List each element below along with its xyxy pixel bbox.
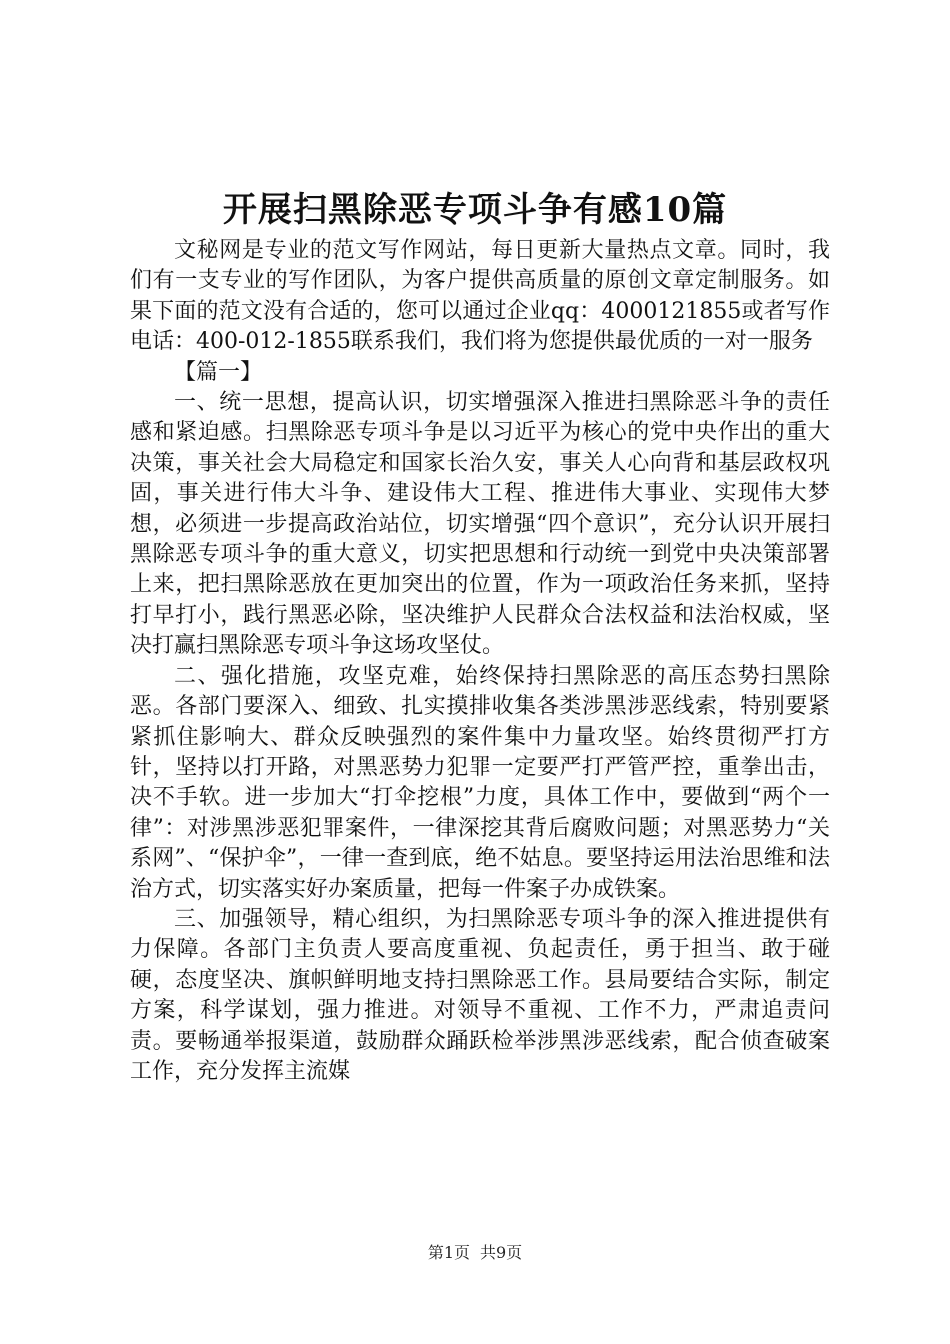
page-number: 第1页 <box>427 1243 470 1262</box>
page-total: 共9页 <box>480 1243 523 1262</box>
section-heading: 【篇一】 <box>174 359 263 385</box>
intro-paragraph: 文秘网是专业的范文写作网站，每日更新大量热点文章。同时，我们有一支专业的写作团队，为客户提供高质量的原创文章定制服务。如果下面的范文没有合适的，您可以通过企业qq：4000121855或者写作电话：400-012-1855联系我们，我们将为您提供最优质的一对一服务 <box>130 238 830 355</box>
body-paragraph-1: 一、统一思想，提高认识，切实增强深入推进扫黑除恶斗争的责任感和紧迫感。扫黑除恶专项斗争是以习近平为核心的党中央作出的重大决策，事关社会大局稳定和国家长治久安，事关人心向背和基层政权巩固，事关进行伟大斗争、建设伟大工程、推进伟大事业、实现伟大梦想，必须进一步提高政治站位，切实增强“四个意识”，充分认识开展扫黑除恶专项斗争的重大意义，切实把思想和行动统一到党中央决策部署上来，把扫黑除恶放在更加突出的位置，作为一项政治任务来抓，坚持打早打小，践行黑恶必除，坚决维护人民群众合法权益和法治权威，坚决打赢扫黑除恶专项斗争这场攻坚仗。 <box>130 390 830 659</box>
document-body <box>130 236 830 1087</box>
body-paragraph-2: 二、强化措施，攻坚克难，始终保持扫黑除恶的高压态势扫黑除恶。各部门要深入、细致、扎实摸排收集各类涉黑涉恶线索，特别要紧紧抓住影响大、群众反映强烈的案件集中力量攻坚。始终贯彻严打方针，坚持以打开路，对黑恶势力犯罪一定要严打严管严控，重拳出击，决不手软。进一步加大“打伞挖根”力度，具体工作中，要做到“两个一律”：对涉黑涉恶犯罪案件，一律深挖其背后腐败问题；对黑恶势力“关系网”、“保护伞”，一律一查到底，绝不姑息。要坚持运用法治思维和法治方式，切实落实好办案质量，把每一件案子办成铁案。 <box>130 663 830 902</box>
body-paragraph-3: 三、加强领导，精心组织，为扫黑除恶专项斗争的深入推进提供有力保障。各部门主负责人要高度重视、负起责任，勇于担当、敢于碰硬，态度坚决、旗帜鲜明地支持扫黑除恶工作。县局要结合实际，制定方案，科学谋划，强力推进。对领导不重视、工作不力，严肃追责问责。要畅通举报渠道，鼓励群众踊跃检举涉黑涉恶线索，配合侦查破案工作，充分发挥主流媒 <box>130 906 830 1084</box>
document-title: 开展扫黑除恶专项斗争有感10篇 <box>222 190 728 230</box>
page-footer <box>0 1242 950 1264</box>
